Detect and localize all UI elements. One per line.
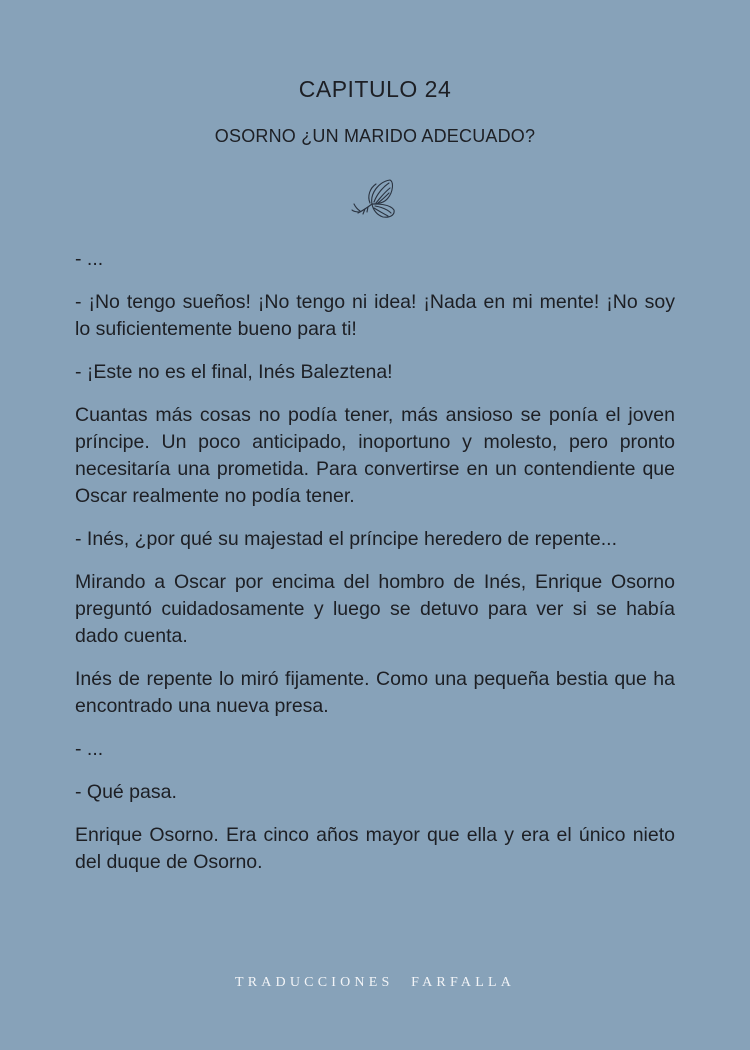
paragraph: Enrique Osorno. Era cinco años mayor que ella y era el único nieto del duque de Osorno.: [75, 824, 675, 873]
paragraph: - Qué pasa.: [75, 781, 177, 803]
paragraph: Inés de repente lo miró fijamente. Como una pequeña bestia que ha encontrado una nueva presa.: [75, 668, 675, 717]
butterfly-icon: [350, 176, 400, 222]
chapter-title: CAPITULO 24: [298, 76, 452, 102]
translator-credit: TRADUCCIONES FARFALLA: [234, 975, 516, 990]
chapter-body: [75, 246, 675, 892]
paragraph: Mirando a Oscar por encima del hombro de Inés, Enrique Osorno preguntó cuidadosamente y luego se detuvo para ver si se había dado cuenta.: [75, 571, 675, 647]
paragraph: Cuantas más cosas no podía tener, más ansioso se ponía el joven príncipe. Un poco anticipado, inoportuno y molesto, pero pronto necesitaría una prometida. Para convertirse en un contendiente que Oscar realmente no podía tener.: [75, 404, 675, 507]
paragraph: - ¡Este no es el final, Inés Baleztena!: [75, 361, 393, 383]
chapter-subtitle: OSORNO ¿UN MARIDO ADECUADO?: [214, 126, 536, 146]
paragraph: - ...: [75, 738, 104, 760]
paragraph: - ...: [75, 248, 104, 270]
paragraph: - Inés, ¿por qué su majestad el príncipe heredero de repente...: [75, 528, 617, 550]
paragraph: - ¡No tengo sueños! ¡No tengo ni idea! ¡Nada en mi mente! ¡No soy lo suficientemente bueno para ti!: [75, 291, 675, 340]
